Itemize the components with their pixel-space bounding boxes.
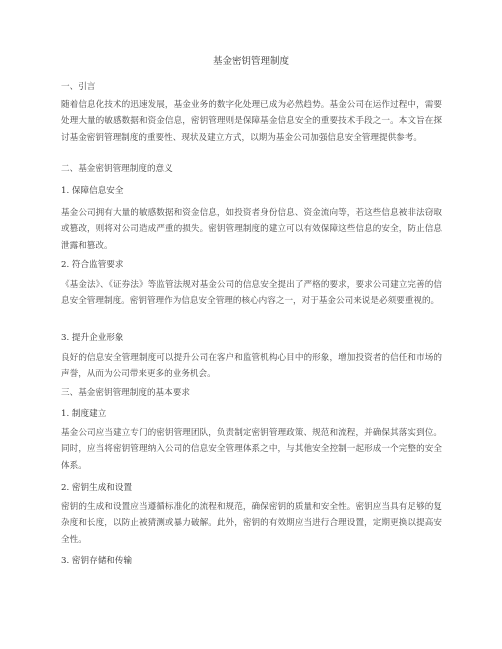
paragraph-system-establishment: 基金公司应当建立专门的密钥管理团队，负责制定密钥管理政策、规范和流程，并确保其落实到位。同时，应当将密钥管理纳入公司的信息安全管理体系之中，与其他安全控制一起形成一个完整的安全体系。 [61,428,442,471]
paragraph-corporate-image: 良好的信息安全管理制度可以提升公司在客户和监管机构心目中的形象，增加投资者的信任和市场的声誉，从而为公司带来更多的业务机会。 [61,353,442,380]
paragraph-regulatory: 《基金法》、《证券法》等监管法规对基金公司的信息安全提出了严格的要求，要求公司建立完善的信息安全管理制度。密钥管理作为信息安全管理的核心内容之一，对于基金公司来说是必须要重视的。 [61,280,442,307]
section-heading-introduction: 一、引言 [61,82,96,92]
subheading-regulatory: 2. 符合监管要求 [61,260,124,270]
subheading-corporate-image: 3. 提升企业形象 [61,333,124,343]
subheading-key-storage: 3. 密钥存储和传输 [61,556,133,566]
section-heading-requirements: 三、基金密钥管理制度的基本要求 [61,388,190,398]
document-title: 基金密钥管理制度 [212,56,289,67]
paragraph-info-security: 基金公司拥有大量的敏感数据和资金信息，如投资者身份信息、资金流向等，若这些信息被非法窃取或篡改，则将对公司造成严重的损失。密钥管理制度的建立可以有效保障这些信息的安全，防止信息泄露和篡改。 [61,208,442,251]
subheading-system-establishment: 1. 制度建立 [61,409,107,419]
section-heading-significance: 二、基金密钥管理制度的意义 [61,164,173,174]
paragraph-introduction: 随着信息化技术的迅速发展，基金业务的数字化处理已成为必然趋势。基金公司在运作过程中，需要处理大量的敏感数据和资金信息，密钥管理则是保障基金信息安全的重要技术手段之一。本文旨在探讨基金密钥管理制度的重要性、现状及建立方式，以期为基金公司加强信息安全管理提供参考。 [61,100,442,143]
subheading-key-generation: 2. 密钥生成和设置 [61,483,133,493]
paragraph-key-generation: 密钥的生成和设置应当遵循标准化的流程和规范，确保密钥的质量和安全性。密钥应当具有足够的复杂度和长度，以防止被猜测或暴力破解。此外，密钥的有效期应当进行合理设置，定期更换以提高安全性。 [61,502,442,545]
subheading-info-security: 1. 保障信息安全 [61,186,124,196]
